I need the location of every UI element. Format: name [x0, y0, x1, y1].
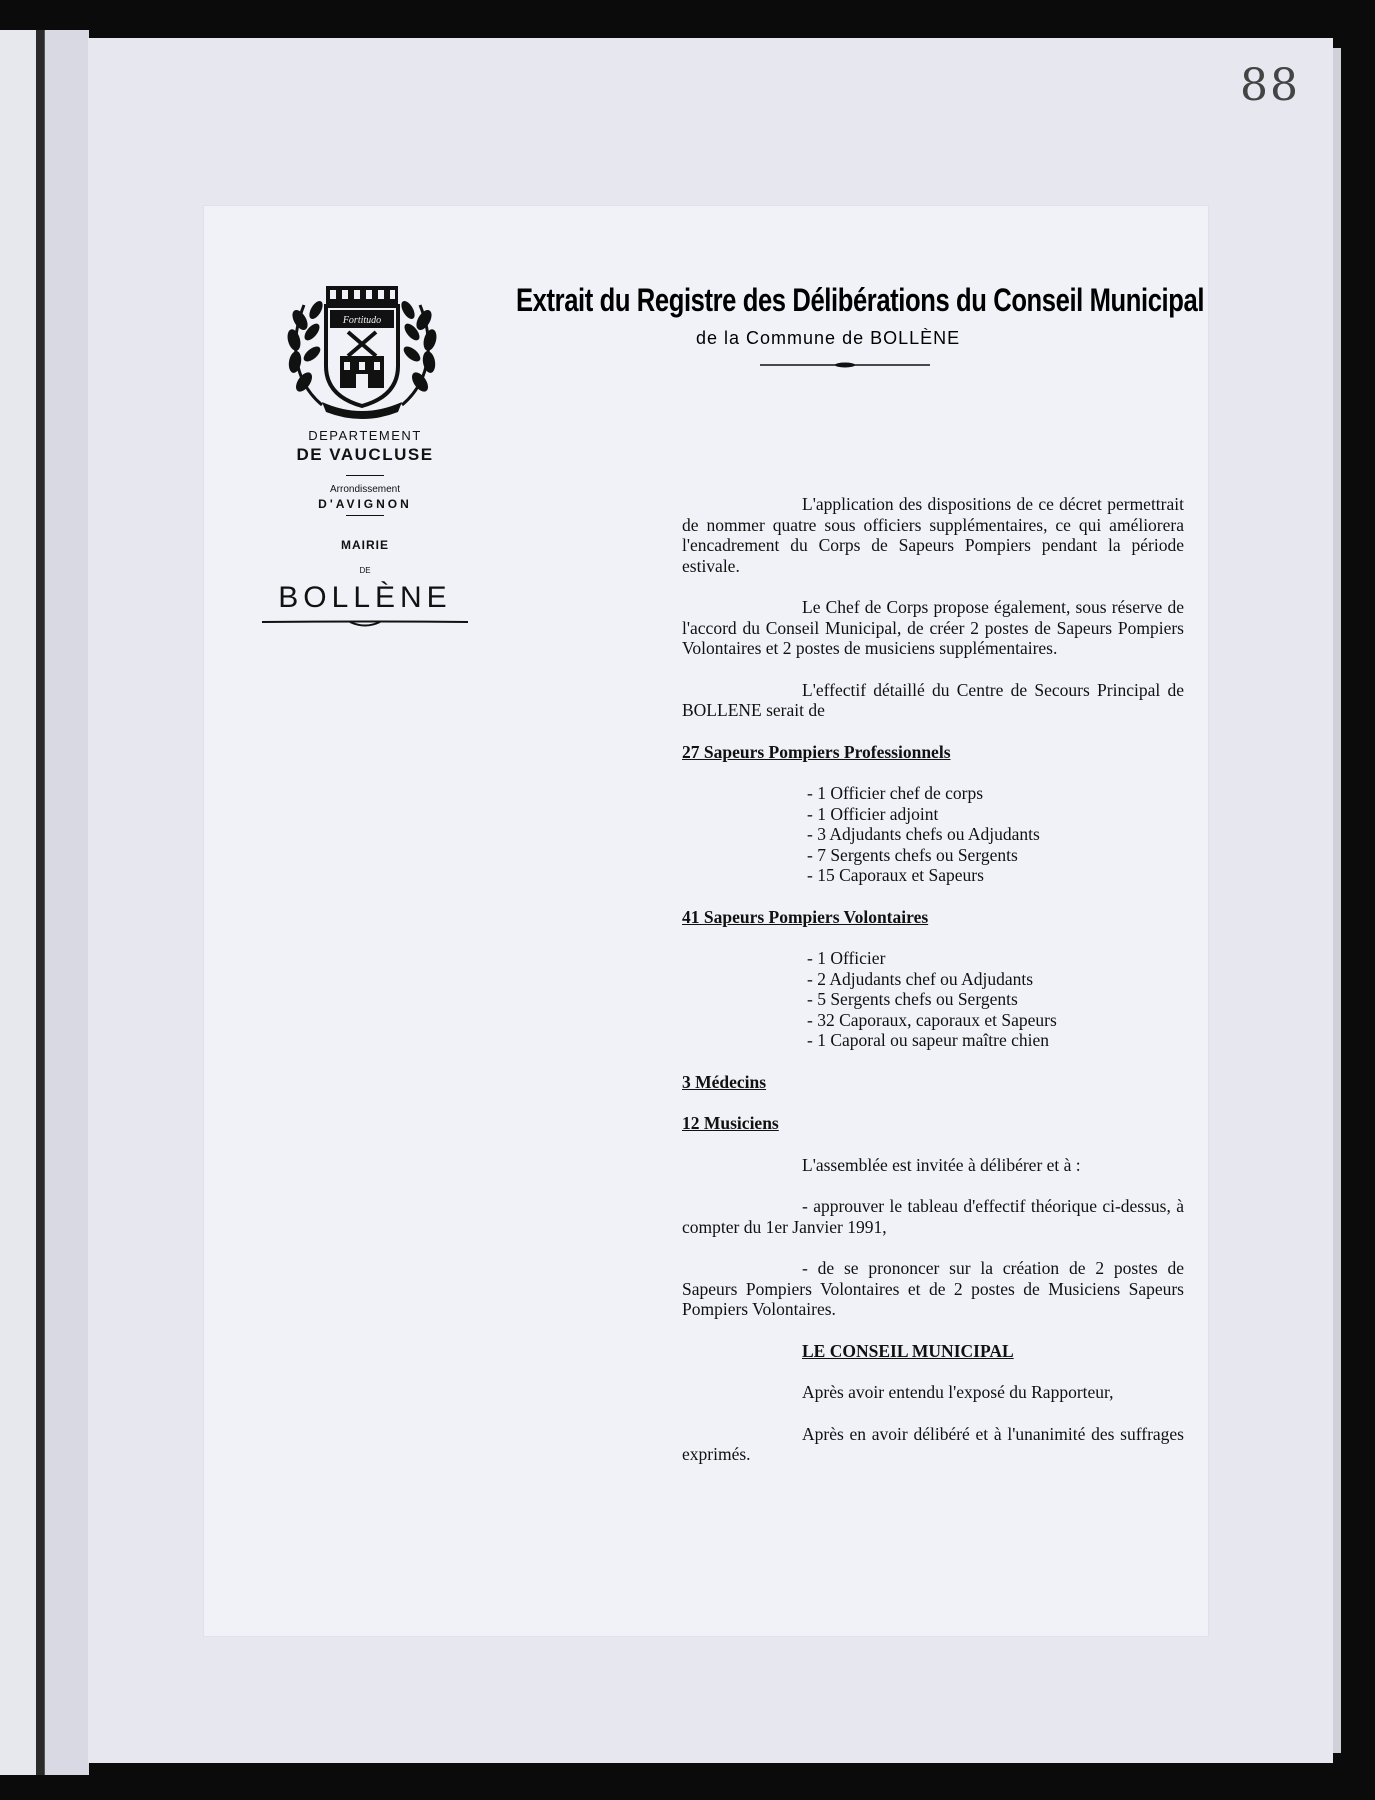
- divider: [346, 475, 384, 476]
- title-rule: [760, 362, 930, 368]
- section-heading: 12 Musiciens: [682, 1113, 779, 1133]
- department-name: DE VAUCLUSE: [296, 445, 434, 464]
- paragraph: L'application des dispositions de ce décret permettrait de nommer quatre sous officiers supplémentaires, ce qui améliorera l'encadrement du Corps de Sapeurs Pompiers pendant la période estivale.: [682, 494, 1184, 576]
- paragraph: Après avoir entendu l'exposé du Rapporteur,: [802, 1382, 1114, 1402]
- paragraph: Le Chef de Corps propose également, sous réserve de l'accord du Conseil Municipal, de créer 2 postes de Sapeurs Pompiers Volontaires et 2 postes de musiciens supplémentaires.: [682, 597, 1184, 658]
- staff-list-professionals: [682, 783, 1184, 886]
- list-item: - 15 Caporaux et Sapeurs: [807, 865, 984, 885]
- arrondissement-label: Arrondissement: [329, 484, 401, 495]
- list-item: - 32 Caporaux, caporaux et Sapeurs: [807, 1009, 1057, 1030]
- coat-of-arms-icon: [282, 280, 442, 420]
- deliberation-body: [682, 494, 1184, 1465]
- council-heading: LE CONSEIL MUNICIPAL: [802, 1340, 1014, 1361]
- swash-ornament: [260, 617, 470, 629]
- list-item: - 1 Officier: [807, 948, 886, 968]
- binding-gutter: [44, 30, 89, 1775]
- de-label: DE: [359, 566, 371, 575]
- list-item: - 1 Officier chef de corps: [807, 783, 984, 803]
- section-heading: 41 Sapeurs Pompiers Volontaires: [682, 906, 929, 927]
- page-number: 88: [1240, 60, 1300, 111]
- crest-motto: Fortitudo: [342, 315, 382, 326]
- paragraph: Après en avoir délibéré et à l'unanimité des suffrages exprimés.: [682, 1423, 1184, 1464]
- sheet-edge: [1333, 48, 1341, 1753]
- list-item: - 3 Adjudants chefs ou Adjudants: [807, 824, 1040, 844]
- letterhead-title: Extrait du Registre des Délibérations du Conseil Municipal: [516, 282, 1205, 318]
- list-item: - 2 Adjudants chef ou Adjudants: [807, 968, 1034, 989]
- divider: [346, 515, 384, 516]
- list-item: - 1 Officier adjoint: [807, 803, 939, 824]
- binding-left: [0, 30, 36, 1775]
- department-label: DEPARTEMENT: [308, 428, 422, 443]
- paragraph: - approuver le tableau d'effectif théorique ci-dessus, à compter du 1er Janvier 1991,: [682, 1196, 1184, 1237]
- list-item: - 5 Sergents chefs ou Sergents: [807, 989, 1018, 1009]
- section-heading: 27 Sapeurs Pompiers Professionnels: [682, 741, 951, 762]
- list-item: - 1 Caporal ou sapeur maître chien: [807, 1030, 1049, 1050]
- paragraph: L'effectif détaillé du Centre de Secours Principal de BOLLENE serait de: [682, 679, 1184, 720]
- mairie-label: MAIRIE: [341, 538, 389, 552]
- binding-edge: [36, 30, 44, 1775]
- town-name: BOLLÈNE: [278, 581, 452, 614]
- letterhead-subtitle: de la Commune de BOLLÈNE: [696, 328, 961, 348]
- list-item: - 7 Sergents chefs ou Sergents: [807, 844, 1018, 865]
- paragraph: L'assemblée est invitée à délibérer et à :: [802, 1154, 1081, 1175]
- municipality-block: [250, 428, 480, 629]
- paragraph: - de se prononcer sur la création de 2 postes de Sapeurs Pompiers Volontaires et de 2 postes de Musiciens Sapeurs Pompiers Volontaires.: [682, 1258, 1184, 1319]
- section-heading: 3 Médecins: [682, 1071, 767, 1092]
- arrondissement-name: D'AVIGNON: [318, 497, 412, 511]
- staff-list-volunteers: [682, 948, 1184, 1051]
